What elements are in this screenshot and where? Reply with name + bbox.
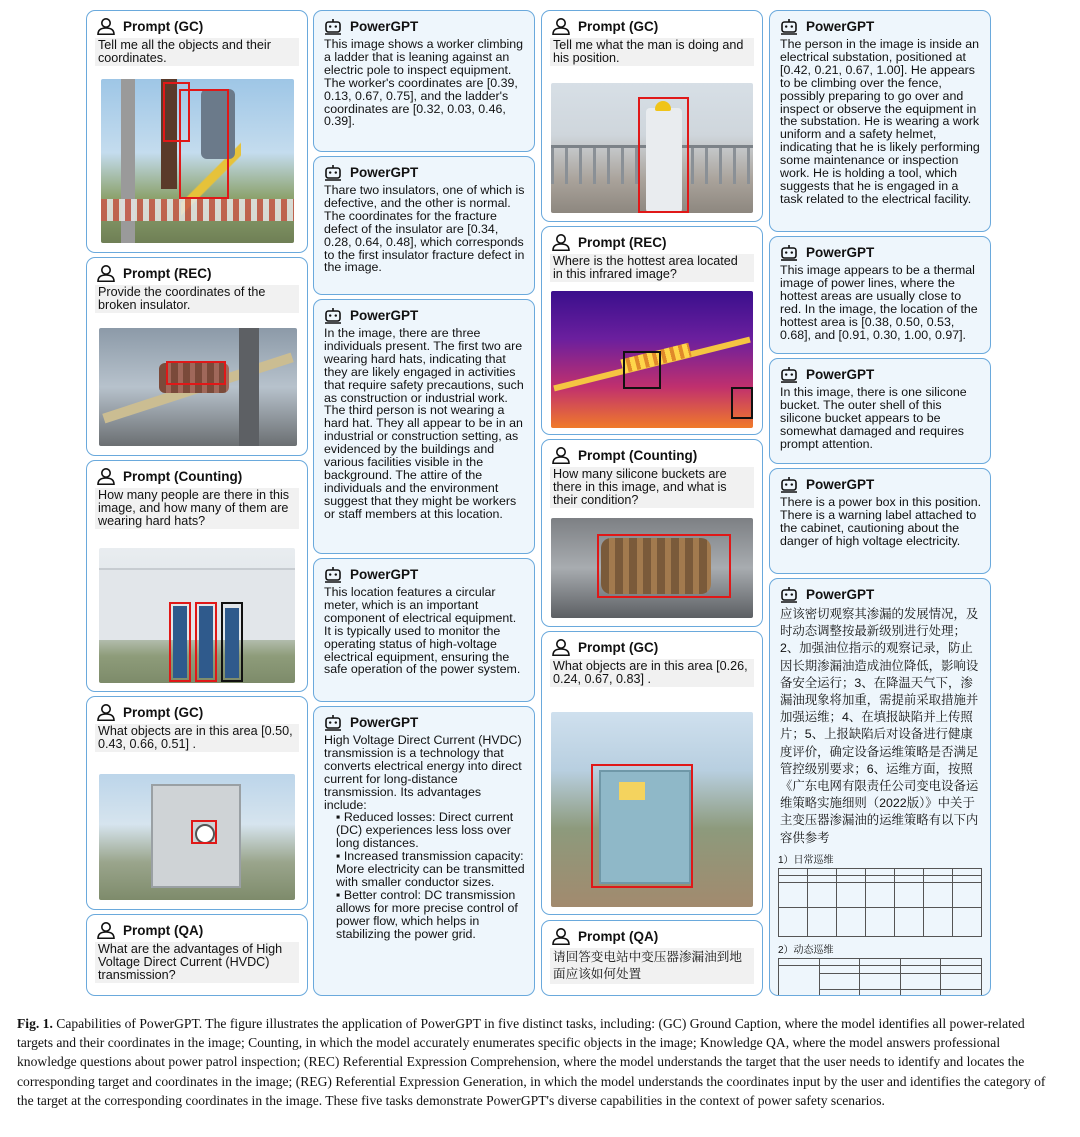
- figure-caption: [17, 1014, 1060, 1110]
- photo-circular-meter: [99, 774, 295, 900]
- robot-icon: [779, 244, 799, 261]
- photo-silicone-bucket: [551, 518, 753, 618]
- bbox-power-box: [591, 764, 693, 888]
- user-icon: [96, 704, 116, 721]
- robot-icon: [323, 307, 343, 324]
- prompt-title: Prompt (Counting): [578, 448, 698, 463]
- user-icon: [551, 234, 571, 251]
- answer-card-3: [313, 299, 535, 554]
- robot-icon: [323, 566, 343, 583]
- table-daily-patrol: [778, 868, 982, 937]
- user-icon: [551, 928, 571, 945]
- answer-text: In this image, there is one silicone bucket. The outer shell of this silicone bucket appears to be somewhat damaged and requires prompt attention.: [780, 385, 967, 451]
- bbox-insulator: [166, 361, 226, 385]
- answer-card-10: [769, 578, 991, 996]
- prompt-title: Prompt (GC): [123, 19, 204, 34]
- robot-icon: [779, 586, 799, 603]
- prompt-title: Prompt (QA): [123, 923, 204, 938]
- prompt-text: What objects are in this area [0.50, 0.43, 0.66, 0.51] .: [95, 724, 299, 752]
- answer-card-8: [769, 358, 991, 464]
- answer-header: [323, 566, 534, 583]
- answer-title: PowerGPT: [806, 587, 875, 602]
- answer-text: Thare two insulators, one of which is defective, and the other is normal. The coordinates for the fracture defect of the insulator are [0.34, 0.28, 0.64, 0.48], which corresponds to the first insulator fracture defect in the image.: [324, 183, 525, 275]
- user-icon: [551, 447, 571, 464]
- answer-text: The person in the image is inside an electrical substation, positioned at [0.42, 0.21, 0.67, 1.00]. He appears to be climbing over the fence, possibly preparing to go over and inspect or observe the equipment in the substation. He is wearing a work uniform and a safety helmet, indicating that he is likely performing some maintenance or inspection work. He is holding a tool, which suggests that he is engaged in a task related to the electrical facility.: [780, 37, 980, 206]
- answer-text: 应该密切观察其渗漏的发展情况，及时动态调整按最新级别进行处理；2、加强油位指示的观察记录，防止因长期渗漏油造成油位降低，影响设备安全运行；3、在降温天气下，渗漏油现象将加重，需提前采取措施并加强运维；4、在填报缺陷并上传照片；5、上报缺陷后对设备进行健康度评价，确定设备运维策略是否满足管控级别要求；6、运维方面，按照《广东电网有限责任公司变电设备运维策略实施细则（2022版）》中关于主变压器渗漏油的运维策略有以下内容供参考: [780, 607, 979, 845]
- prompt-header: [96, 18, 307, 35]
- answer-header: [779, 476, 990, 493]
- user-icon: [96, 18, 116, 35]
- prompt-text: Tell me all the objects and their coordinates.: [95, 38, 299, 66]
- prompt-card-counting-2: [541, 439, 763, 627]
- prompt-text: Provide the coordinates of the broken insulator.: [95, 285, 299, 313]
- answer-title: PowerGPT: [806, 477, 875, 492]
- prompt-title: Prompt (GC): [578, 640, 659, 655]
- bbox-silicone-bucket: [597, 534, 731, 598]
- answer-text: There is a power box in this position. There is a warning label attached to the cabinet, cautioning about the danger of high voltage electricity.: [780, 495, 982, 548]
- prompt-card-gc-4: [541, 631, 763, 915]
- prompt-text: 请回答变电站中变压器渗漏油到地面应该如何处置: [550, 948, 754, 984]
- answer-text: In the image, there are three individuals present. The first two are wearing hard hats, indicating that they are likely engaged in activities that require safety precautions, such as construction or industrial work. The third person is not wearing a hard hat. They all appear to be in an industrial or construction setting, as evidenced by the buildings and various facilities visible in the background. The attire of the individuals and the environment suggest that they might be workers or staff members at this location.: [324, 326, 524, 521]
- bullet-item: ▪ Better control: DC transmission allows for more precise control of power flow, which helps in stabilizing the power grid.: [336, 887, 518, 941]
- bbox-hotspot-2: [731, 387, 753, 419]
- bullet-item: ▪ Reduced losses: Direct current (DC) experiences less loss over long distances.: [336, 810, 514, 851]
- prompt-header: [96, 265, 307, 282]
- answer-title: PowerGPT: [806, 19, 875, 34]
- answer-card-4: [313, 558, 535, 702]
- prompt-card-gc-1: [86, 10, 308, 253]
- bbox-person-1: [169, 602, 191, 682]
- user-icon: [551, 639, 571, 656]
- photo-man-climbing-fence: [551, 83, 753, 213]
- answer-card-1: [313, 10, 535, 152]
- answer-header: [779, 366, 990, 383]
- answer-title: PowerGPT: [350, 715, 419, 730]
- answer-header: [779, 586, 990, 603]
- prompt-header: [551, 234, 762, 251]
- answer-title: PowerGPT: [806, 245, 875, 260]
- prompt-title: Prompt (GC): [123, 705, 204, 720]
- user-icon: [96, 922, 116, 939]
- answer-title: PowerGPT: [806, 367, 875, 382]
- robot-icon: [323, 18, 343, 35]
- prompt-text: Where is the hottest area located in this infrared image?: [550, 254, 754, 282]
- robot-icon: [779, 366, 799, 383]
- answer-card-5: [313, 706, 535, 996]
- prompt-text: What are the advantages of High Voltage Direct Current (HVDC) transmission?: [95, 942, 299, 983]
- prompt-card-qa-1: [86, 914, 308, 996]
- prompt-header: [551, 18, 762, 35]
- prompt-text: Tell me what the man is doing and his position.: [550, 38, 754, 66]
- answer-card-2: [313, 156, 535, 295]
- answer-header: [323, 164, 534, 181]
- photo-broken-insulator: [99, 328, 297, 446]
- answer-title: PowerGPT: [350, 567, 419, 582]
- subsection-heading: 2）动态巡维: [778, 944, 834, 956]
- prompt-header: [96, 922, 307, 939]
- prompt-card-rec-2: [541, 226, 763, 435]
- robot-icon: [779, 476, 799, 493]
- prompt-text: How many people are there in this image, and how many of them are wearing hard hats?: [95, 488, 299, 529]
- robot-icon: [323, 164, 343, 181]
- bbox-hotspot-1: [623, 351, 661, 389]
- prompt-card-counting-1: [86, 460, 308, 692]
- prompt-title: Prompt (GC): [578, 19, 659, 34]
- answer-header: [323, 714, 534, 731]
- figure-label: Fig. 1.: [17, 1016, 53, 1031]
- user-icon: [96, 265, 116, 282]
- user-icon: [551, 18, 571, 35]
- prompt-title: Prompt (QA): [578, 929, 659, 944]
- answer-card-6: [769, 10, 991, 232]
- answer-title: PowerGPT: [350, 165, 419, 180]
- subsection-heading: 1）日常巡维: [778, 854, 834, 866]
- robot-icon: [323, 714, 343, 731]
- answer-text: This location features a circular meter, which is an important component of electrical equipment. It is typically used to monitor the operating status of high-voltage electrical equipment, ensuring the safe operation of the power system.: [324, 585, 521, 677]
- answer-header: [779, 18, 990, 35]
- photo-infrared-power-line: [551, 291, 753, 428]
- answer-text: [324, 734, 526, 941]
- prompt-header: [551, 639, 762, 656]
- table-dynamic-patrol: [778, 958, 982, 996]
- answer-card-7: [769, 236, 991, 354]
- prompt-card-gc-3: [541, 10, 763, 222]
- bbox-person-2: [195, 602, 217, 682]
- bbox-man: [638, 97, 689, 213]
- answer-title: PowerGPT: [350, 308, 419, 323]
- robot-icon: [779, 18, 799, 35]
- prompt-title: Prompt (REC): [578, 235, 667, 250]
- prompt-title: Prompt (Counting): [123, 469, 243, 484]
- answer-text: This image appears to be a thermal image of power lines, where the hottest areas are usually close to red. In the image, the location of the hottest area is [0.38, 0.50, 0.53, 0.68], and [0.91, 0.30, 1.00, 0.97].: [780, 263, 978, 342]
- photo-power-box: [551, 712, 753, 907]
- bullet-item: ▪ Increased transmission capacity: More electricity can be transmitted with smaller conductor sizes.: [336, 849, 525, 889]
- bbox-ladder: [163, 82, 190, 142]
- prompt-header: [551, 447, 762, 464]
- prompt-header: [96, 704, 307, 721]
- answer-text: This image shows a worker climbing a ladder that is leaning against an electric pole to inspect equipment. The worker's coordinates are [0.39, 0.13, 0.67, 0.75], and the ladder's coordinates are [0.32, 0.03, 0.46, 0.39].: [324, 37, 524, 129]
- answer-card-9: [769, 468, 991, 574]
- prompt-card-rec-1: [86, 257, 308, 456]
- figure-caption-text: Capabilities of PowerGPT. The figure illustrates the application of PowerGPT in five distinct tasks, including: (GC) Ground Caption, where the model identifies all power-related targets and their coordinates in the image; Counting, in which the model accurately enumerates specific objects in the image; Knowledge QA, where the model answers professional knowledge questions about power patrol inspection; (REC) Referential Expression Comprehension, where the model understands the target that the user needs to identify and locates the corresponding target and coordinates in the image; (REG) Referential Expression Generation, in which the model understands the coordinates input by the user and identifies the category of the target at the corresponding coordinates in the image. These five tasks demonstrate PowerGPT's diverse capabilities in the context of power safety scenarios.: [17, 1016, 1046, 1108]
- photo-three-workers: [99, 548, 295, 683]
- answer-header: [323, 307, 534, 324]
- prompt-header: [551, 928, 762, 945]
- prompt-title: Prompt (REC): [123, 266, 212, 281]
- prompt-text: How many silicone buckets are there in this image, and what is their condition?: [550, 467, 754, 508]
- bbox-meter: [191, 820, 217, 844]
- answer-header: [779, 244, 990, 261]
- user-icon: [96, 468, 116, 485]
- prompt-card-gc-2: [86, 696, 308, 910]
- bbox-person-3: [221, 602, 243, 682]
- prompt-header: [96, 468, 307, 485]
- answer-header: [323, 18, 534, 35]
- prompt-card-qa-2: [541, 920, 763, 996]
- answer-intro: High Voltage Direct Current (HVDC) transmission is a technology that converts electrical energy into direct current for long-distance transmission. Its advantages include:: [324, 733, 522, 812]
- answer-title: PowerGPT: [350, 19, 419, 34]
- prompt-text: What objects are in this area [0.26, 0.24, 0.67, 0.83] .: [550, 659, 754, 687]
- photo-worker-on-pole: [101, 79, 294, 243]
